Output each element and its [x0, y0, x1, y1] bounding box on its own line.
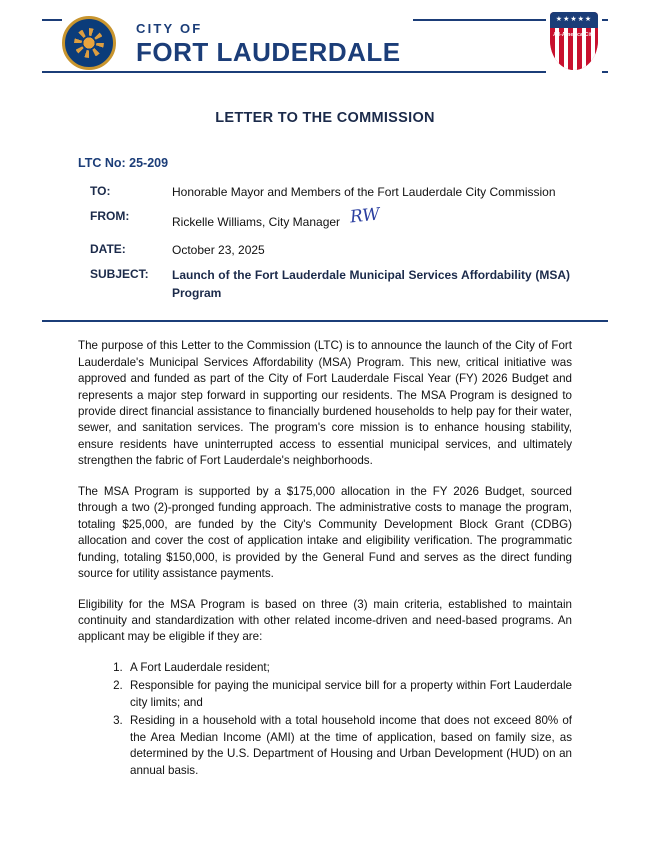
memo-value-from	[172, 204, 570, 234]
list-item: 3. Residing in a household with a total household income that does not exceed 80% of the Area Median Income (AMI) at the time of application, based on family size, as determined by the U.S. Department of Housing and Urban Development (HUD) on an annual basis.	[126, 713, 572, 779]
page-title: LETTER TO THE COMMISSION	[215, 110, 435, 126]
memo-from-name: Rickelle Williams, City Manager	[172, 215, 341, 230]
city-logo	[62, 16, 413, 70]
memo-row-from	[90, 204, 570, 234]
memo-label-to: TO:	[90, 184, 111, 198]
signature-mark: RW	[349, 204, 381, 228]
memo-value-date: October 23, 2025	[172, 243, 265, 258]
memo-label-subject: SUBJECT:	[90, 267, 149, 282]
memo-row-date	[90, 242, 570, 259]
memo-header-block	[90, 184, 570, 302]
body-paragraph-2: The MSA Program is supported by a $175,000 allocation in the FY 2026 Budget, sourced through a two (2)-pronged funding approach. The administrative costs to manage the program, totaling $25,000, are funded by the City's Community Development Block Grant (CDBG) allocation and cover the cost of application intake and eligibility verification. The programmatic funding, totaling $150,000, is provided by the General Fund and serves as the direct funding source for utility assistance payments.	[78, 484, 572, 581]
list-item: 1. A Fort Lauderdale resident;	[126, 660, 572, 676]
memo-label-from: FROM:	[90, 209, 130, 224]
seal-label: All-America City	[553, 32, 595, 38]
eligibility-criteria-list	[78, 660, 572, 779]
memo-row-to	[90, 184, 570, 201]
seal-shield	[550, 12, 598, 70]
letter-body	[78, 338, 572, 779]
logo-city-name: FORT LAUDERDALE	[136, 36, 401, 67]
city-seal-sun-icon	[62, 16, 116, 70]
memo-value-to: Honorable Mayor and Members of the Fort Lauderdale City Commission	[172, 185, 556, 199]
city-logo-text	[130, 20, 407, 67]
logo-city-of: CITY OF	[136, 20, 203, 36]
seal-stars: ★★★★★	[555, 16, 593, 23]
memo-value-subject: Launch of the Fort Lauderdale Municipal Services Affordability (MSA) Program	[172, 268, 570, 300]
all-america-city-shield-icon	[546, 10, 602, 80]
body-paragraph-3: Eligibility for the MSA Program is based on three (3) main criteria, established to maintain continuity and standardization with other related income-driven and need-based programs. An applicant may be eligible if they are:	[78, 597, 572, 644]
body-paragraph-1: The purpose of this Letter to the Commission (LTC) is to announce the launch of the City of Fort Lauderdale's Municipal Services Affordability (MSA) Program. This new, critical initiative was approved and funded as part of the City of Fort Lauderdale Fiscal Year (FY) 2026 Budget and represents a major step forward in supporting our residents. The MSA Program is designed to provide direct financial assistance to financially burdened households to help pay for their water, sewer, and sanitation services. The program's core mission is to enhance housing stability, ensure residents have uninterrupted access to essential municipal services, and ultimately strengthen the fabric of Fort Lauderdale's neighborhoods.	[78, 339, 572, 468]
memo-row-subject	[90, 267, 570, 302]
header-rule-bottom	[42, 71, 608, 73]
letterhead	[42, 0, 608, 92]
list-item: 2. Responsible for paying the municipal service bill for a property within Fort Lauderdale city limits; and	[126, 678, 572, 711]
memo-label-date: DATE:	[90, 242, 126, 257]
content-divider	[42, 320, 608, 322]
ltc-number: LTC No: 25-209	[78, 156, 169, 170]
